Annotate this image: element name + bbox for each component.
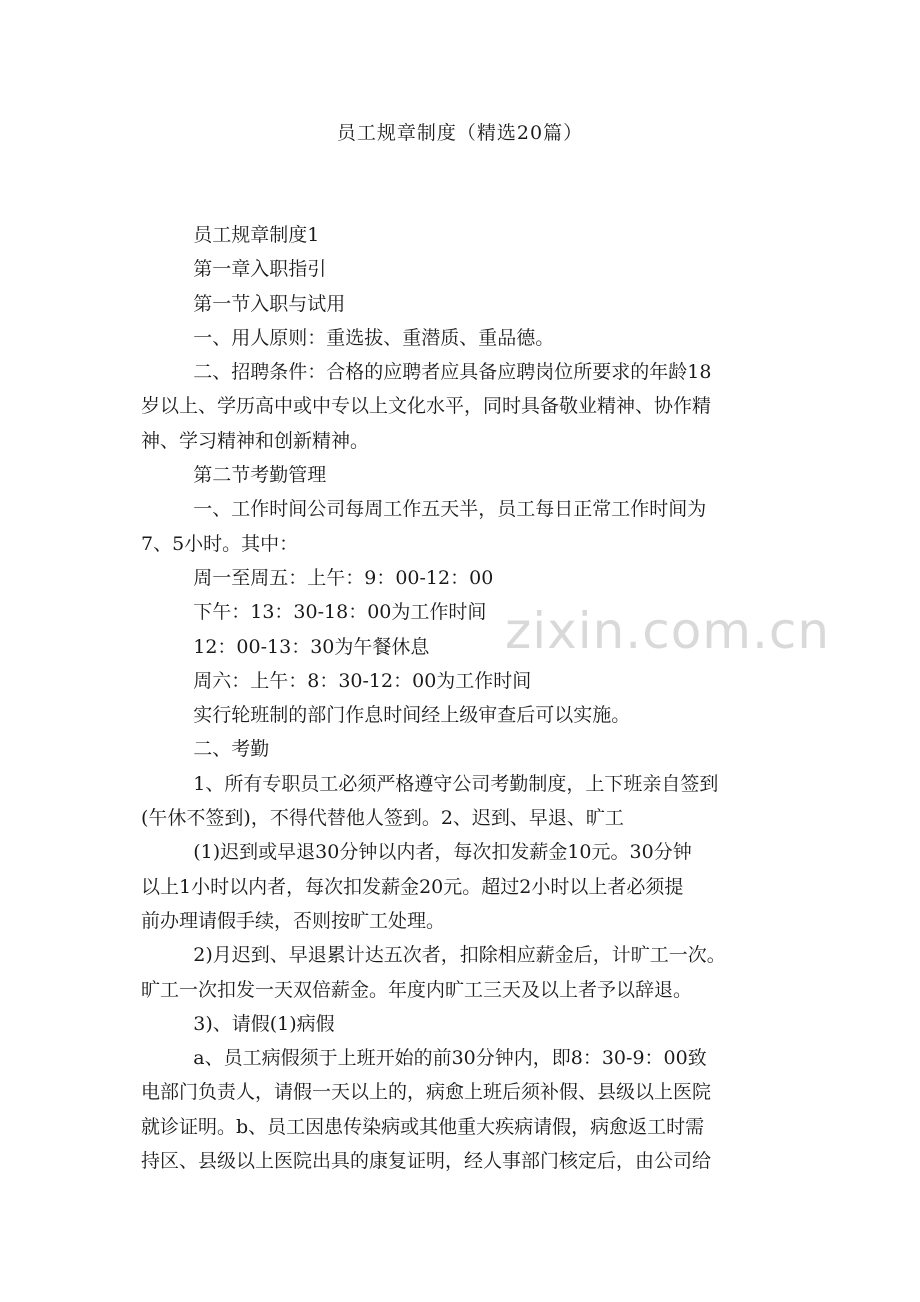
line-schedule-afternoon: 下午：13：30-18：00为工作时间: [193, 601, 487, 624]
line-recruit-3: 神、学习精神和创新精神。: [141, 429, 370, 452]
line-attendance-1: 1、所有专职员工必须严格遵守公司考勤制度，上下班亲自签到: [193, 772, 719, 795]
line-late-3: 前办理请假手续，否则按旷工处理。: [141, 909, 446, 932]
line-worktime-1: 一、工作时间公司每周工作五天半，员工每日正常工作时间为: [193, 498, 707, 521]
line-hiring-principle: 一、用人原则：重选拔、重潜质、重品德。: [193, 326, 555, 349]
line-section-1: 第一节入职与试用: [193, 292, 346, 315]
line-section-2: 第二节考勤管理: [193, 464, 327, 487]
line-recruit-1: 二、招聘条件：合格的应聘者应具备应聘岗位所要求的年龄18: [193, 361, 712, 384]
line-heading-1: 员工规章制度1: [193, 224, 320, 246]
line-schedule-lunch: 12：00-13：30为午餐休息: [193, 635, 430, 658]
line-schedule-saturday: 周六：上午：8：30-12：00为工作时间: [193, 669, 532, 692]
watermark: zixin.com.cn: [505, 602, 831, 660]
line-shift-note: 实行轮班制的部门作息时间经上级审查后可以实施。: [193, 704, 631, 727]
line-attendance-2: (午休不签到)，不得代替他人签到。2、迟到、早退、旷工: [141, 807, 624, 830]
line-monthly-late-2: 旷工一次扣发一天双倍薪金。年度内旷工三天及以上者予以辞退。: [141, 978, 693, 1001]
line-schedule-weekday: 周一至周五：上午：9：00-12：00: [193, 566, 494, 589]
line-leave-heading: 3)、请假(1)病假: [193, 1012, 335, 1035]
line-sick-4: 持区、县级以上医院出具的康复证明，经人事部门核定后，由公司给: [141, 1150, 712, 1173]
document-title: 员工规章制度（精选20篇）: [336, 122, 584, 144]
line-sick-1: a、员工病假须于上班开始的前30分钟内，即8：30-9：00致: [193, 1047, 707, 1070]
line-sick-2: 电部门负责人，请假一天以上的，病愈上班后须补假、县级以上医院: [141, 1081, 712, 1104]
line-chapter-1: 第一章入职指引: [193, 258, 327, 281]
line-attendance-heading: 二、考勤: [193, 738, 270, 761]
line-monthly-late-1: 2)月迟到、早退累计达五次者，扣除相应薪金后，计旷工一次。: [193, 944, 726, 967]
document-body: [141, 218, 781, 1178]
line-worktime-2: 7、5小时。其中：: [141, 532, 299, 555]
line-late-1: (1)迟到或早退30分钟以内者，每次扣发薪金10元。30分钟: [193, 841, 692, 864]
line-sick-3: 就诊证明。b、员工因患传染病或其他重大疾病请假，病愈返工时需: [141, 1115, 705, 1138]
line-late-2: 以上1小时以内者，每次扣发薪金20元。超过2小时以上者必须提: [141, 875, 684, 898]
line-recruit-2: 岁以上、学历高中或中专以上文化水平，同时具备敬业精神、协作精: [141, 395, 712, 418]
